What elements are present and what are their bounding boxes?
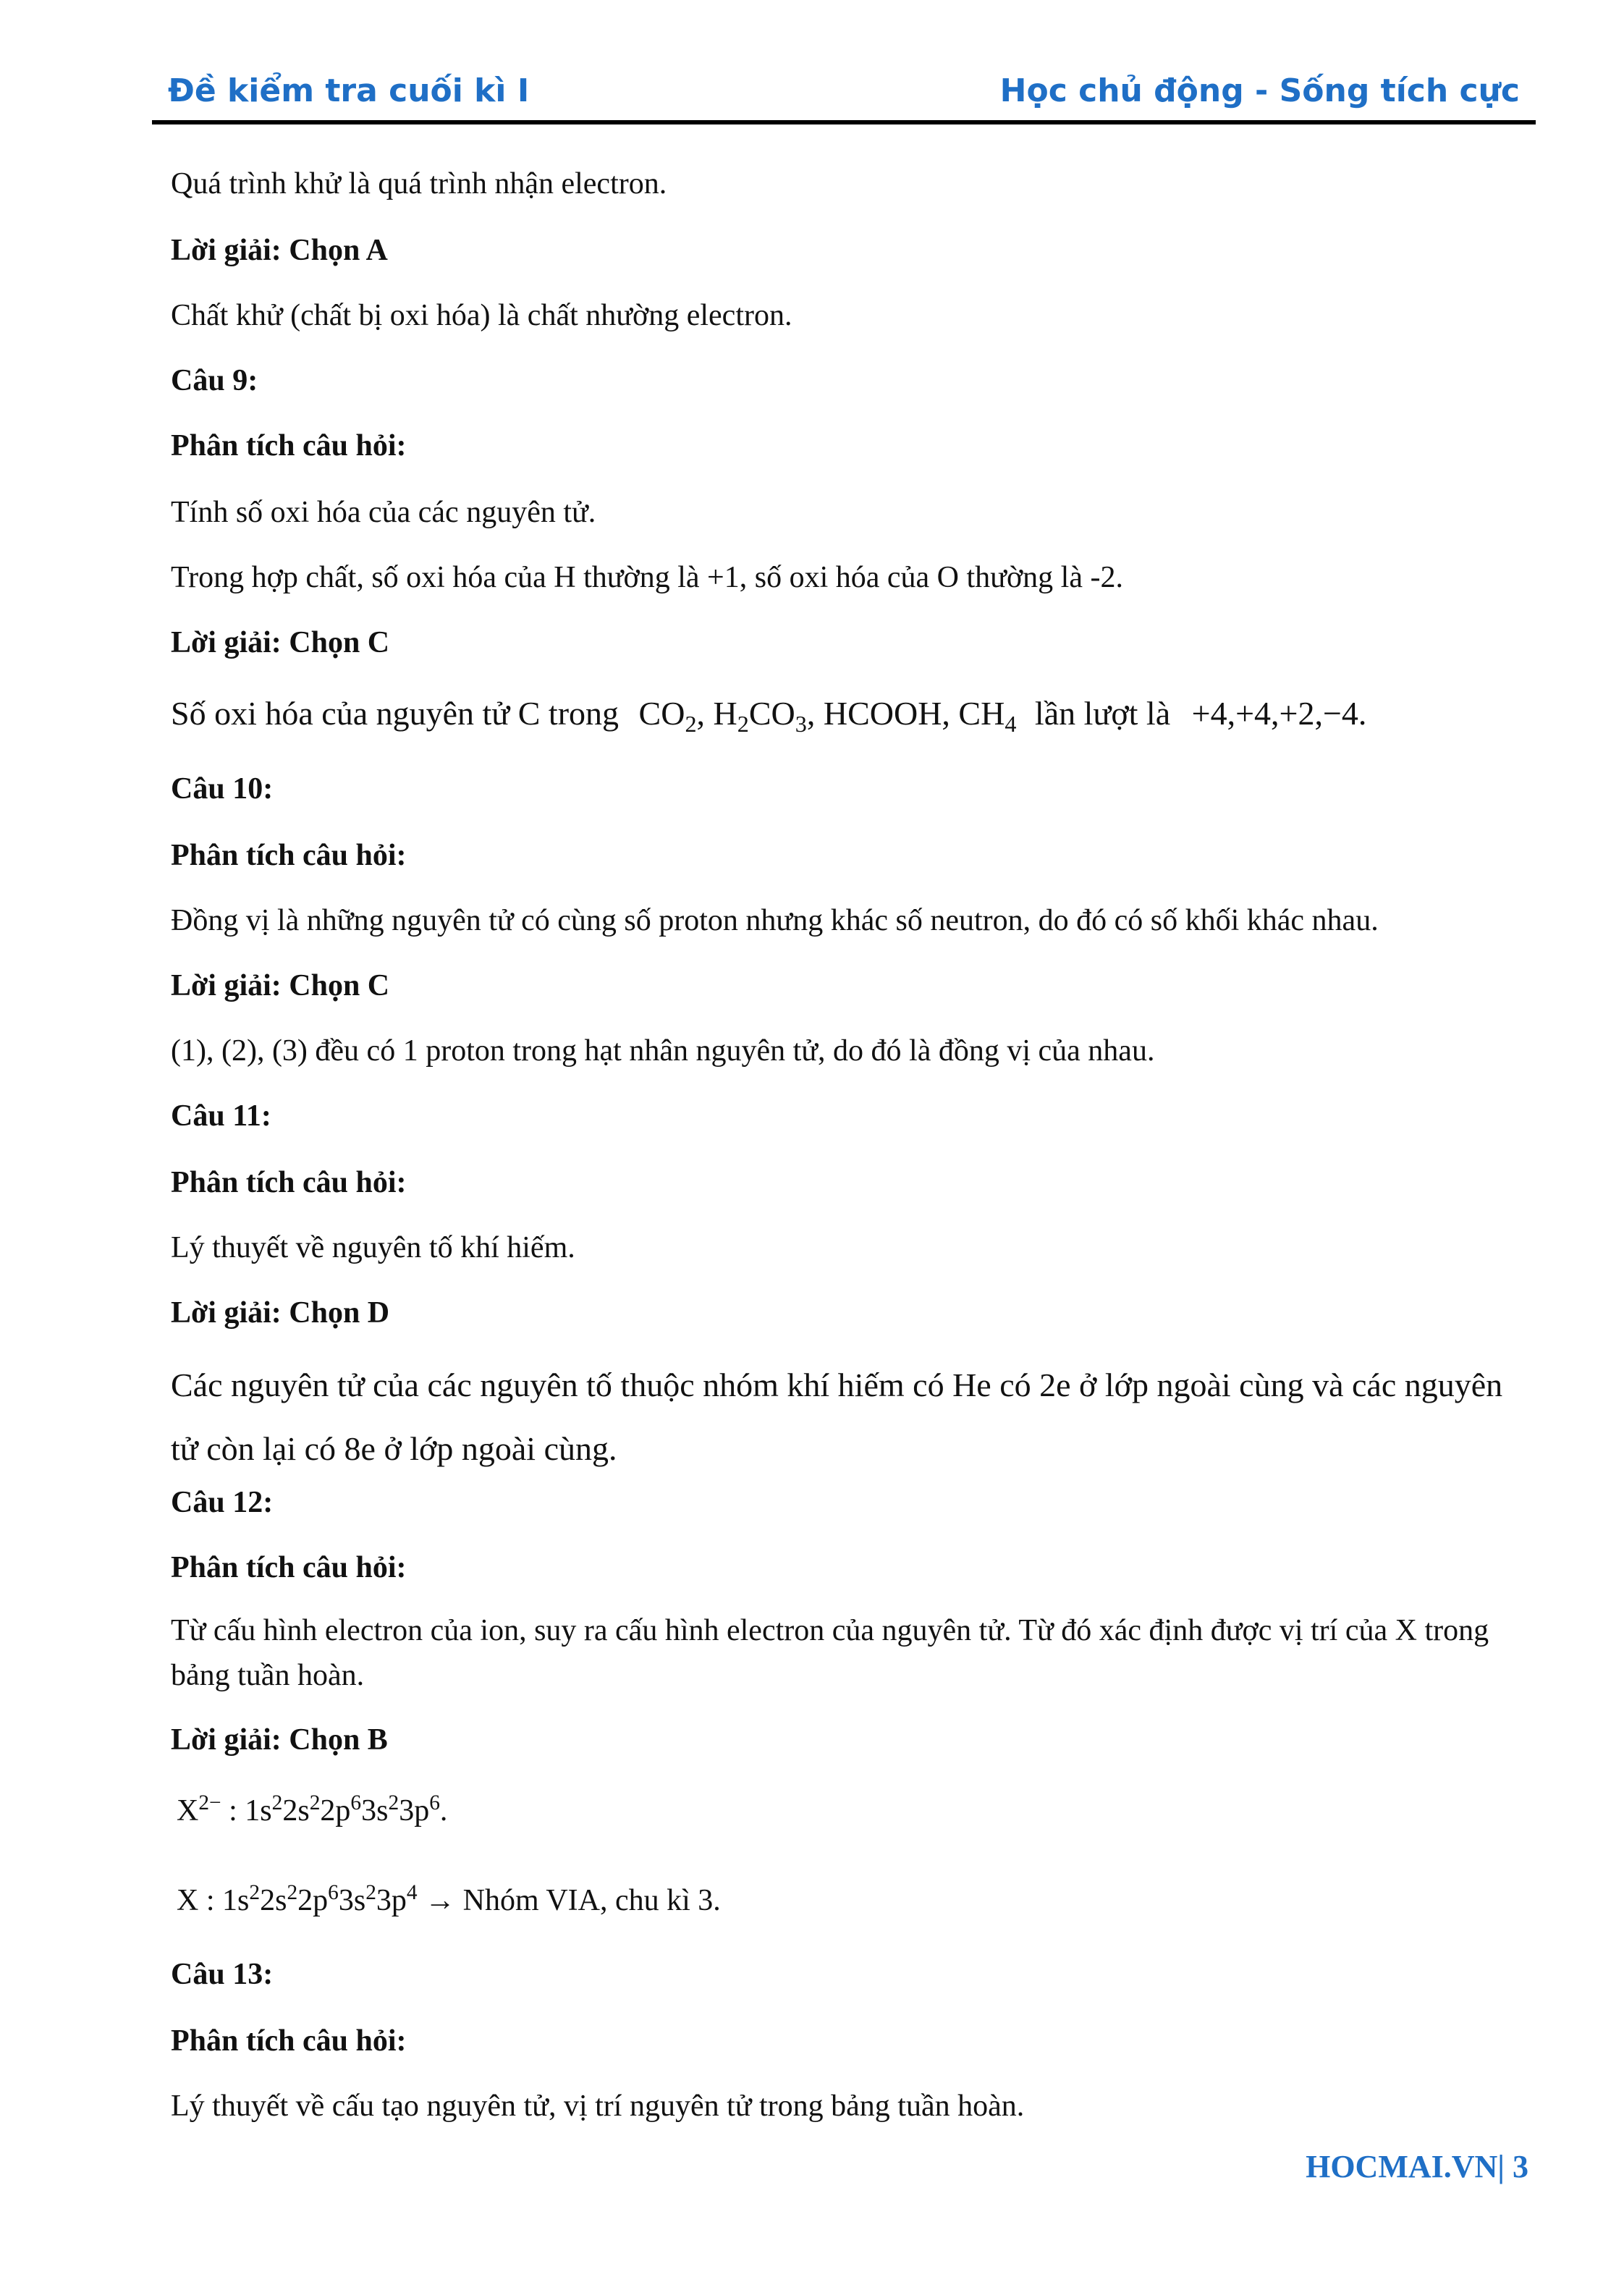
formula-list (638, 695, 1025, 738)
text-paragraph: Từ cấu hình electron của ion, suy ra cấu hình electron của nguyên tử. Từ đó xác định được vị trí của X trong bảng tuần hoàn. (171, 1614, 1489, 1692)
answer-heading: Lời giải: Chọn C (171, 626, 390, 659)
footer-separator: | (1497, 2149, 1505, 2184)
question-heading: Câu 11: (171, 1099, 271, 1133)
page-number: 3 (1513, 2149, 1528, 2184)
answer-heading: Lời giải: Chọn B (171, 1723, 388, 1757)
analysis-heading: Phân tích câu hỏi: (171, 429, 407, 462)
answer-heading: Lời giải: Chọn A (171, 234, 388, 267)
question-heading: Câu 12: (171, 1486, 274, 1519)
arrow-icon: → (417, 1884, 463, 1917)
header-left-title: Đề kiểm tra cuối kì I (168, 72, 530, 109)
oxidation-prefix: Số oxi hóa của nguyên tử C trong (171, 695, 619, 732)
text-line: Lý thuyết về cấu tạo nguyên tử, vị trí nguyên tử trong bảng tuần hoàn. (171, 2090, 1025, 2123)
page-header (152, 0, 1536, 123)
text-line: (1), (2), (3) đều có 1 proton trong hạt nhân nguyên tử, do đó là đồng vị của nhau. (171, 1034, 1155, 1068)
text-line: Chất khử (chất bị oxi hóa) là chất nhường electron. (171, 299, 792, 332)
oxidation-values: +4,+4,+2,−4. (1191, 695, 1367, 732)
analysis-heading: Phân tích câu hỏi: (171, 839, 407, 872)
question-heading: Câu 13: (171, 1958, 274, 1991)
text-line: Trong hợp chất, số oxi hóa của H thường là +1, số oxi hóa của O thường là -2. (171, 561, 1123, 594)
text-paragraph: Các nguyên tử của các nguyên tố thuộc nhóm khí hiếm có He có 2e ở lớp ngoài cùng và các nguyên tử còn lại có 8e ở lớp ngoài cùng. (171, 1366, 1503, 1467)
analysis-heading: Phân tích câu hỏi: (171, 1551, 407, 1584)
answer-heading: Lời giải: Chọn C (171, 969, 390, 1002)
answer-heading: Lời giải: Chọn D (171, 1296, 390, 1330)
page-footer (1306, 2148, 1528, 2185)
analysis-heading: Phân tích câu hỏi: (171, 2024, 407, 2058)
header-rule (152, 120, 1536, 124)
formula-h2co3: $H_2CO_3$, (713, 695, 816, 738)
ion-configuration: $X^{2-}$ : $1s^22s^22p^63s^23p^6$. (177, 1791, 448, 1828)
question-heading: Câu 10: (171, 772, 274, 806)
oxidation-mid: lần lượt là (1034, 695, 1171, 732)
header-right-title: Học chủ động - Sống tích cực (999, 72, 1520, 109)
text-line: Quá trình khử là quá trình nhận electron. (171, 167, 667, 200)
analysis-heading: Phân tích câu hỏi: (171, 1166, 407, 1199)
atom-configuration: X : $1s^22s^22p^63s^23p^4$ → Nhóm VIA, chu kì 3. (177, 1881, 721, 1917)
oxidation-states-line (171, 695, 1367, 738)
text-line: Lý thuyết về nguyên tố khí hiếm. (171, 1231, 575, 1264)
text-line: Đồng vị là những nguyên tử có cùng số proton nhưng khác số neutron, do đó có số khối khác nhau. (171, 904, 1379, 937)
question-heading: Câu 9: (171, 364, 258, 397)
text-line: Tính số oxi hóa của các nguyên tử. (171, 496, 596, 529)
formula-co2: $CO_2$, (638, 695, 706, 738)
formula-hcooh-ch4: HCOOH, $CH_4$ (823, 695, 1017, 738)
site-name: HOCMAI.VN (1306, 2149, 1498, 2184)
